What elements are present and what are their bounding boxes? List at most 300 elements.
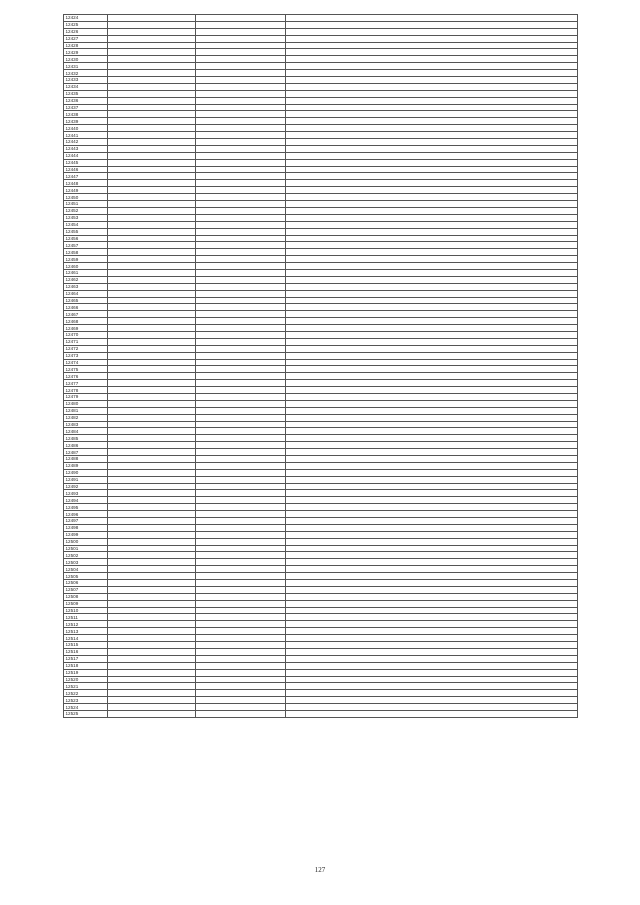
table-row bbox=[64, 359, 578, 366]
building-cadastral-number-cell bbox=[196, 380, 286, 387]
cadastral-number-cell bbox=[108, 690, 196, 697]
cadastral-number-cell bbox=[108, 648, 196, 655]
cadastral-number-cell bbox=[108, 435, 196, 442]
registry-body bbox=[64, 15, 578, 718]
cadastral-number-cell bbox=[108, 90, 196, 97]
row-number-cell: 12485 bbox=[64, 435, 108, 442]
building-cadastral-number-cell bbox=[196, 490, 286, 497]
table-row bbox=[64, 435, 578, 442]
address-cell bbox=[286, 187, 578, 194]
building-cadastral-number-cell bbox=[196, 462, 286, 469]
building-cadastral-number-cell bbox=[196, 566, 286, 573]
cadastral-number-cell bbox=[108, 545, 196, 552]
table-row bbox=[64, 297, 578, 304]
cadastral-number-cell bbox=[108, 580, 196, 587]
row-number-cell: 12517 bbox=[64, 655, 108, 662]
address-cell bbox=[286, 42, 578, 49]
table-row bbox=[64, 304, 578, 311]
address-cell bbox=[286, 77, 578, 84]
address-cell bbox=[286, 290, 578, 297]
cadastral-number-cell bbox=[108, 125, 196, 132]
cadastral-number-cell bbox=[108, 83, 196, 90]
building-cadastral-number-cell bbox=[196, 504, 286, 511]
table-row bbox=[64, 70, 578, 77]
address-cell bbox=[286, 580, 578, 587]
cadastral-number-cell bbox=[108, 524, 196, 531]
cadastral-number-cell bbox=[108, 207, 196, 214]
table-row bbox=[64, 145, 578, 152]
row-number-cell: 12503 bbox=[64, 559, 108, 566]
building-cadastral-number-cell bbox=[196, 283, 286, 290]
table-row bbox=[64, 221, 578, 228]
building-cadastral-number-cell bbox=[196, 607, 286, 614]
table-row bbox=[64, 97, 578, 104]
address-cell bbox=[286, 380, 578, 387]
building-cadastral-number-cell bbox=[196, 697, 286, 704]
address-cell bbox=[286, 56, 578, 63]
address-cell bbox=[286, 462, 578, 469]
cadastral-number-cell bbox=[108, 325, 196, 332]
address-cell bbox=[286, 166, 578, 173]
row-number-cell: 12502 bbox=[64, 552, 108, 559]
row-number-cell: 12489 bbox=[64, 462, 108, 469]
building-cadastral-number-cell bbox=[196, 635, 286, 642]
table-row bbox=[64, 504, 578, 511]
building-cadastral-number-cell bbox=[196, 524, 286, 531]
cadastral-number-cell bbox=[108, 338, 196, 345]
building-cadastral-number-cell bbox=[196, 173, 286, 180]
building-cadastral-number-cell bbox=[196, 242, 286, 249]
building-cadastral-number-cell bbox=[196, 518, 286, 525]
address-cell bbox=[286, 545, 578, 552]
table-row bbox=[64, 118, 578, 125]
cadastral-number-cell bbox=[108, 28, 196, 35]
address-cell bbox=[286, 421, 578, 428]
cadastral-number-cell bbox=[108, 442, 196, 449]
cadastral-number-cell bbox=[108, 359, 196, 366]
building-cadastral-number-cell bbox=[196, 56, 286, 63]
address-cell bbox=[286, 621, 578, 628]
table-row bbox=[64, 242, 578, 249]
row-number-cell: 12426 bbox=[64, 28, 108, 35]
building-cadastral-number-cell bbox=[196, 538, 286, 545]
building-cadastral-number-cell bbox=[196, 159, 286, 166]
row-number-cell: 12424 bbox=[64, 15, 108, 22]
address-cell bbox=[286, 511, 578, 518]
table-row bbox=[64, 228, 578, 235]
address-cell bbox=[286, 442, 578, 449]
row-number-cell: 12425 bbox=[64, 21, 108, 28]
cadastral-number-cell bbox=[108, 132, 196, 139]
cadastral-number-cell bbox=[108, 276, 196, 283]
cadastral-number-cell bbox=[108, 669, 196, 676]
building-cadastral-number-cell bbox=[196, 435, 286, 442]
cadastral-number-cell bbox=[108, 297, 196, 304]
row-number-cell: 12525 bbox=[64, 710, 108, 717]
building-cadastral-number-cell bbox=[196, 483, 286, 490]
address-cell bbox=[286, 393, 578, 400]
table-row bbox=[64, 421, 578, 428]
cadastral-number-cell bbox=[108, 331, 196, 338]
cadastral-number-cell bbox=[108, 263, 196, 270]
table-row bbox=[64, 318, 578, 325]
row-number-cell: 12454 bbox=[64, 221, 108, 228]
row-number-cell: 12473 bbox=[64, 352, 108, 359]
cadastral-number-cell bbox=[108, 483, 196, 490]
cadastral-number-cell bbox=[108, 56, 196, 63]
table-row bbox=[64, 400, 578, 407]
table-row bbox=[64, 621, 578, 628]
row-number-cell: 12472 bbox=[64, 345, 108, 352]
table-row bbox=[64, 159, 578, 166]
address-cell bbox=[286, 642, 578, 649]
row-number-cell: 12478 bbox=[64, 387, 108, 394]
building-cadastral-number-cell bbox=[196, 104, 286, 111]
building-cadastral-number-cell bbox=[196, 90, 286, 97]
address-cell bbox=[286, 607, 578, 614]
address-cell bbox=[286, 325, 578, 332]
address-cell bbox=[286, 469, 578, 476]
table-row bbox=[64, 524, 578, 531]
address-cell bbox=[286, 318, 578, 325]
address-cell bbox=[286, 387, 578, 394]
building-cadastral-number-cell bbox=[196, 311, 286, 318]
cadastral-number-cell bbox=[108, 318, 196, 325]
cadastral-number-cell bbox=[108, 518, 196, 525]
row-number-cell: 12488 bbox=[64, 456, 108, 463]
table-row bbox=[64, 628, 578, 635]
address-cell bbox=[286, 283, 578, 290]
building-cadastral-number-cell bbox=[196, 683, 286, 690]
address-cell bbox=[286, 628, 578, 635]
row-number-cell: 12457 bbox=[64, 242, 108, 249]
address-cell bbox=[286, 194, 578, 201]
building-cadastral-number-cell bbox=[196, 235, 286, 242]
cadastral-number-cell bbox=[108, 290, 196, 297]
building-cadastral-number-cell bbox=[196, 304, 286, 311]
building-cadastral-number-cell bbox=[196, 187, 286, 194]
page-number: 127 bbox=[314, 866, 326, 874]
cadastral-number-cell bbox=[108, 573, 196, 580]
table-row bbox=[64, 704, 578, 711]
row-number-cell: 12513 bbox=[64, 628, 108, 635]
row-number-cell: 12463 bbox=[64, 283, 108, 290]
cadastral-number-cell bbox=[108, 428, 196, 435]
table-row bbox=[64, 139, 578, 146]
address-cell bbox=[286, 214, 578, 221]
building-cadastral-number-cell bbox=[196, 511, 286, 518]
cadastral-number-cell bbox=[108, 49, 196, 56]
building-cadastral-number-cell bbox=[196, 414, 286, 421]
table-row bbox=[64, 635, 578, 642]
table-row bbox=[64, 269, 578, 276]
row-number-cell: 12493 bbox=[64, 490, 108, 497]
table-row bbox=[64, 373, 578, 380]
address-cell bbox=[286, 201, 578, 208]
address-cell bbox=[286, 566, 578, 573]
row-number-cell: 12443 bbox=[64, 145, 108, 152]
address-cell bbox=[286, 338, 578, 345]
row-number-cell: 12448 bbox=[64, 180, 108, 187]
row-number-cell: 12444 bbox=[64, 152, 108, 159]
row-number-cell: 12434 bbox=[64, 83, 108, 90]
cadastral-number-cell bbox=[108, 139, 196, 146]
address-cell bbox=[286, 304, 578, 311]
address-cell bbox=[286, 70, 578, 77]
row-number-cell: 12440 bbox=[64, 125, 108, 132]
row-number-cell: 12506 bbox=[64, 580, 108, 587]
table-row bbox=[64, 366, 578, 373]
row-number-cell: 12429 bbox=[64, 49, 108, 56]
building-cadastral-number-cell bbox=[196, 552, 286, 559]
address-cell bbox=[286, 552, 578, 559]
building-cadastral-number-cell bbox=[196, 614, 286, 621]
address-cell bbox=[286, 648, 578, 655]
building-cadastral-number-cell bbox=[196, 49, 286, 56]
row-number-cell: 12450 bbox=[64, 194, 108, 201]
building-cadastral-number-cell bbox=[196, 63, 286, 70]
address-cell bbox=[286, 173, 578, 180]
row-number-cell: 12482 bbox=[64, 414, 108, 421]
address-cell bbox=[286, 311, 578, 318]
cadastral-number-cell bbox=[108, 35, 196, 42]
row-number-cell: 12520 bbox=[64, 676, 108, 683]
building-cadastral-number-cell bbox=[196, 83, 286, 90]
cadastral-number-cell bbox=[108, 15, 196, 22]
row-number-cell: 12433 bbox=[64, 77, 108, 84]
address-cell bbox=[286, 15, 578, 22]
table-row bbox=[64, 214, 578, 221]
row-number-cell: 12509 bbox=[64, 600, 108, 607]
building-cadastral-number-cell bbox=[196, 180, 286, 187]
row-number-cell: 12439 bbox=[64, 118, 108, 125]
building-cadastral-number-cell bbox=[196, 642, 286, 649]
address-cell bbox=[286, 483, 578, 490]
row-number-cell: 12490 bbox=[64, 469, 108, 476]
table-row bbox=[64, 552, 578, 559]
table-row bbox=[64, 655, 578, 662]
building-cadastral-number-cell bbox=[196, 690, 286, 697]
building-cadastral-number-cell bbox=[196, 269, 286, 276]
table-row bbox=[64, 263, 578, 270]
building-cadastral-number-cell bbox=[196, 207, 286, 214]
row-number-cell: 12498 bbox=[64, 524, 108, 531]
row-number-cell: 12460 bbox=[64, 263, 108, 270]
address-cell bbox=[286, 118, 578, 125]
table-row bbox=[64, 566, 578, 573]
row-number-cell: 12494 bbox=[64, 497, 108, 504]
building-cadastral-number-cell bbox=[196, 77, 286, 84]
table-row bbox=[64, 56, 578, 63]
address-cell bbox=[286, 518, 578, 525]
row-number-cell: 12446 bbox=[64, 166, 108, 173]
row-number-cell: 12487 bbox=[64, 449, 108, 456]
cadastral-number-cell bbox=[108, 166, 196, 173]
cadastral-number-cell bbox=[108, 77, 196, 84]
address-cell bbox=[286, 28, 578, 35]
building-cadastral-number-cell bbox=[196, 145, 286, 152]
address-cell bbox=[286, 97, 578, 104]
cadastral-number-cell bbox=[108, 538, 196, 545]
cadastral-number-cell bbox=[108, 373, 196, 380]
address-cell bbox=[286, 669, 578, 676]
address-cell bbox=[286, 428, 578, 435]
address-cell bbox=[286, 159, 578, 166]
row-number-cell: 12480 bbox=[64, 400, 108, 407]
cadastral-number-cell bbox=[108, 393, 196, 400]
address-cell bbox=[286, 704, 578, 711]
table-row bbox=[64, 15, 578, 22]
cadastral-number-cell bbox=[108, 159, 196, 166]
building-cadastral-number-cell bbox=[196, 42, 286, 49]
table-row bbox=[64, 256, 578, 263]
table-row bbox=[64, 469, 578, 476]
building-cadastral-number-cell bbox=[196, 290, 286, 297]
building-cadastral-number-cell bbox=[196, 366, 286, 373]
row-number-cell: 12464 bbox=[64, 290, 108, 297]
row-number-cell: 12514 bbox=[64, 635, 108, 642]
row-number-cell: 12484 bbox=[64, 428, 108, 435]
building-cadastral-number-cell bbox=[196, 676, 286, 683]
row-number-cell: 12519 bbox=[64, 669, 108, 676]
table-row bbox=[64, 538, 578, 545]
cadastral-number-cell bbox=[108, 145, 196, 152]
cadastral-number-cell bbox=[108, 380, 196, 387]
cadastral-number-cell bbox=[108, 242, 196, 249]
table-row bbox=[64, 442, 578, 449]
row-number-cell: 12523 bbox=[64, 697, 108, 704]
building-cadastral-number-cell bbox=[196, 655, 286, 662]
address-cell bbox=[286, 207, 578, 214]
cadastral-number-cell bbox=[108, 600, 196, 607]
address-cell bbox=[286, 435, 578, 442]
address-cell bbox=[286, 352, 578, 359]
address-cell bbox=[286, 49, 578, 56]
row-number-cell: 12466 bbox=[64, 304, 108, 311]
building-cadastral-number-cell bbox=[196, 132, 286, 139]
building-cadastral-number-cell bbox=[196, 352, 286, 359]
cadastral-number-cell bbox=[108, 490, 196, 497]
cadastral-number-cell bbox=[108, 586, 196, 593]
table-row bbox=[64, 104, 578, 111]
building-cadastral-number-cell bbox=[196, 97, 286, 104]
table-row bbox=[64, 338, 578, 345]
row-number-cell: 12465 bbox=[64, 297, 108, 304]
row-number-cell: 12461 bbox=[64, 269, 108, 276]
table-row bbox=[64, 476, 578, 483]
building-cadastral-number-cell bbox=[196, 201, 286, 208]
building-cadastral-number-cell bbox=[196, 221, 286, 228]
table-row bbox=[64, 276, 578, 283]
table-row bbox=[64, 710, 578, 717]
row-number-cell: 12504 bbox=[64, 566, 108, 573]
table-row bbox=[64, 518, 578, 525]
table-row bbox=[64, 497, 578, 504]
address-cell bbox=[286, 104, 578, 111]
table-row bbox=[64, 580, 578, 587]
cadastral-number-cell bbox=[108, 593, 196, 600]
building-cadastral-number-cell bbox=[196, 249, 286, 256]
registry-table bbox=[63, 14, 578, 718]
cadastral-number-cell bbox=[108, 283, 196, 290]
row-number-cell: 12455 bbox=[64, 228, 108, 235]
cadastral-number-cell bbox=[108, 42, 196, 49]
table-row bbox=[64, 331, 578, 338]
table-row bbox=[64, 648, 578, 655]
cadastral-number-cell bbox=[108, 118, 196, 125]
row-number-cell: 12458 bbox=[64, 249, 108, 256]
building-cadastral-number-cell bbox=[196, 456, 286, 463]
cadastral-number-cell bbox=[108, 635, 196, 642]
building-cadastral-number-cell bbox=[196, 442, 286, 449]
cadastral-number-cell bbox=[108, 566, 196, 573]
row-number-cell: 12451 bbox=[64, 201, 108, 208]
cadastral-number-cell bbox=[108, 400, 196, 407]
row-number-cell: 12518 bbox=[64, 662, 108, 669]
cadastral-number-cell bbox=[108, 449, 196, 456]
cadastral-number-cell bbox=[108, 621, 196, 628]
address-cell bbox=[286, 180, 578, 187]
table-row bbox=[64, 614, 578, 621]
address-cell bbox=[286, 655, 578, 662]
row-number-cell: 12516 bbox=[64, 648, 108, 655]
address-cell bbox=[286, 331, 578, 338]
address-cell bbox=[286, 125, 578, 132]
address-cell bbox=[286, 573, 578, 580]
row-number-cell: 12432 bbox=[64, 70, 108, 77]
building-cadastral-number-cell bbox=[196, 194, 286, 201]
table-row bbox=[64, 83, 578, 90]
row-number-cell: 12430 bbox=[64, 56, 108, 63]
table-row bbox=[64, 462, 578, 469]
row-number-cell: 12459 bbox=[64, 256, 108, 263]
table-row bbox=[64, 642, 578, 649]
building-cadastral-number-cell bbox=[196, 297, 286, 304]
address-cell bbox=[286, 586, 578, 593]
building-cadastral-number-cell bbox=[196, 166, 286, 173]
building-cadastral-number-cell bbox=[196, 593, 286, 600]
building-cadastral-number-cell bbox=[196, 70, 286, 77]
address-cell bbox=[286, 600, 578, 607]
table-row bbox=[64, 600, 578, 607]
address-cell bbox=[286, 139, 578, 146]
row-number-cell: 12442 bbox=[64, 139, 108, 146]
cadastral-number-cell bbox=[108, 414, 196, 421]
row-number-cell: 12469 bbox=[64, 325, 108, 332]
cadastral-number-cell bbox=[108, 655, 196, 662]
cadastral-number-cell bbox=[108, 710, 196, 717]
table-row bbox=[64, 90, 578, 97]
building-cadastral-number-cell bbox=[196, 600, 286, 607]
cadastral-number-cell bbox=[108, 63, 196, 70]
building-cadastral-number-cell bbox=[196, 256, 286, 263]
table-row bbox=[64, 676, 578, 683]
row-number-cell: 12515 bbox=[64, 642, 108, 649]
building-cadastral-number-cell bbox=[196, 628, 286, 635]
table-row bbox=[64, 511, 578, 518]
building-cadastral-number-cell bbox=[196, 276, 286, 283]
cadastral-number-cell bbox=[108, 97, 196, 104]
cadastral-number-cell bbox=[108, 704, 196, 711]
building-cadastral-number-cell bbox=[196, 662, 286, 669]
building-cadastral-number-cell bbox=[196, 345, 286, 352]
row-number-cell: 12437 bbox=[64, 104, 108, 111]
cadastral-number-cell bbox=[108, 387, 196, 394]
row-number-cell: 12508 bbox=[64, 593, 108, 600]
building-cadastral-number-cell bbox=[196, 359, 286, 366]
building-cadastral-number-cell bbox=[196, 580, 286, 587]
building-cadastral-number-cell bbox=[196, 111, 286, 118]
